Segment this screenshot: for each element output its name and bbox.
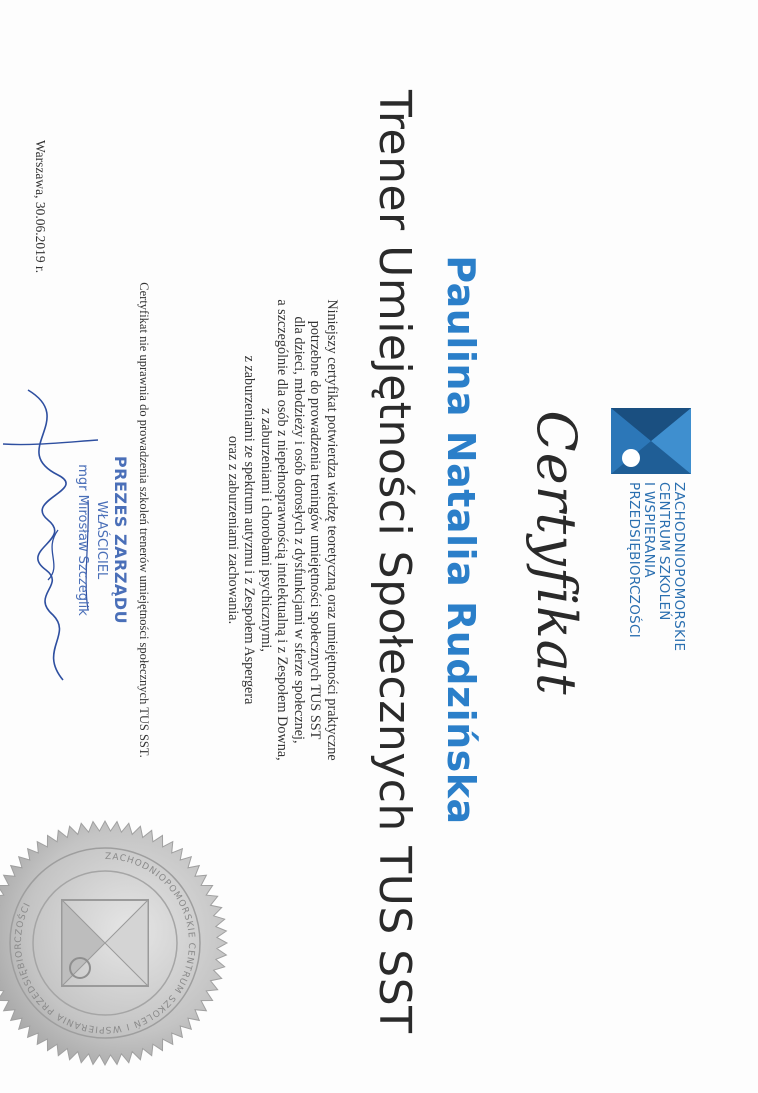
org-line-3: I WSPIERANIA (641, 482, 657, 578)
stamp-person: mgr Mirosław Szczeglik (75, 464, 90, 616)
org-line-1: ZACHODNIOPOMORSKIE (671, 482, 687, 652)
body-line-2: potrzebne do prowadzenia treningów umiejętności społecznych TUS SST (307, 320, 324, 740)
recipient-name: Paulina Natalia Rudzińska (439, 255, 483, 825)
org-line-4: PRZEDSIĘBIORCZOŚCI (626, 482, 642, 639)
certificate-body (225, 210, 341, 850)
body-line-6: z zaburzeniami ze spektrum autyzmu i z Zespołem Aspergera (241, 355, 258, 705)
director-stamp (75, 420, 130, 660)
body-line-5: z zaburzeniami i chorobami psychicznymi, (258, 408, 274, 652)
certificate-title: Certyfikat (525, 410, 588, 696)
body-line-7: oraz z zaburzeniami zachowania. (225, 435, 241, 625)
organization-name (626, 482, 686, 712)
org-line-2: CENTRUM SZKOLEŃ (656, 482, 672, 621)
certificate-note: Certyfikat nie uprawnia do prowadzenia szkoleń trenerów umiejętności społecznych TUS SST. (137, 282, 151, 758)
stamp-title: PREZES ZARZĄDU (111, 455, 130, 625)
embossed-seal (0, 818, 230, 1068)
logo-icon (611, 408, 691, 474)
city-date: Warszawa, 30.06.2019 r. (33, 140, 48, 274)
body-line-3: dla dzieci, młodzieży i osób dorosłych z dysfunkcjami w sferze społecznej, (291, 316, 307, 744)
stamp-role: WŁAŚCICIEL (94, 500, 109, 580)
body-line-4: a szczególnie dla osób z niepełnosprawnością intelektualną i z Zespołem Downa, (274, 299, 291, 761)
course-name: Trener Umiejętności Społecznych TUS SST (369, 90, 420, 1034)
body-line-1: Niniejszy certyfikat potwierdza wiedzę teoretyczną oraz umiejętności praktyczne (324, 299, 340, 761)
seal-ring-text: ZACHODNIOPOMORSKIE CENTRUM SZKOLEŃ I WSPIERANIA PRZEDSIĘBIORCZOŚCI (13, 851, 197, 1035)
